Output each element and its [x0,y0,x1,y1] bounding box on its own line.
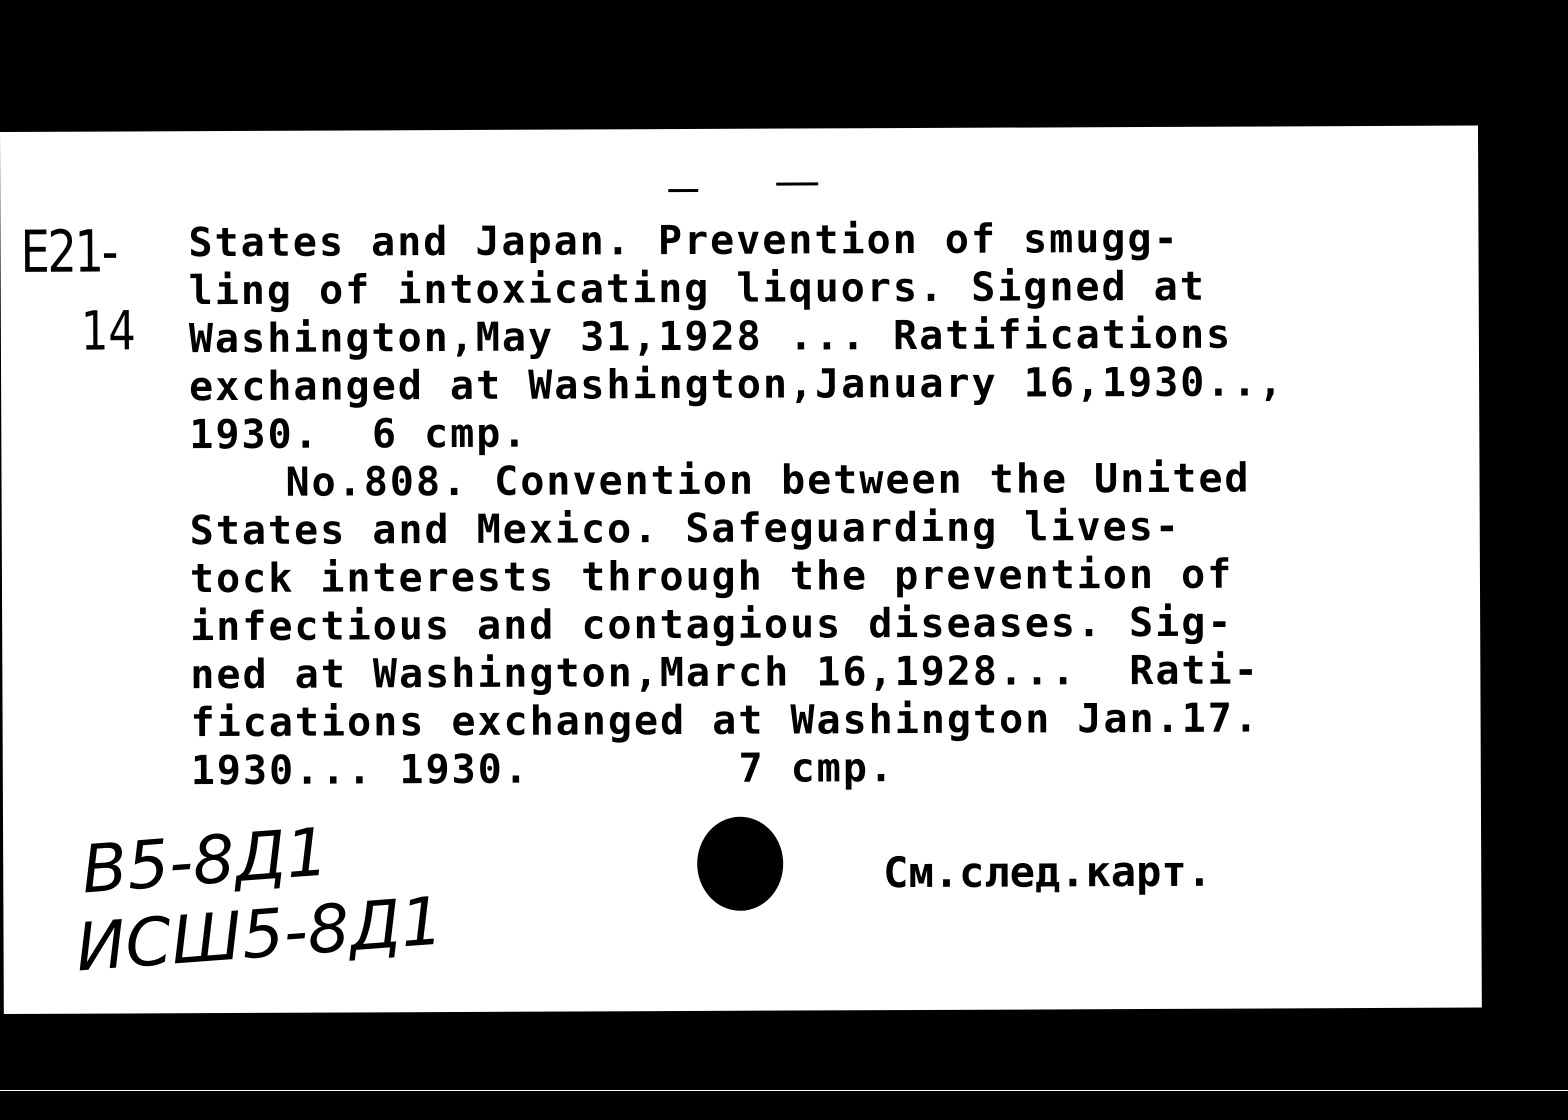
text-line: 1930... 1930. 7 cmp. [190,745,896,795]
text-line: ling of intoxicating liquors. Signed at [188,263,1206,315]
text-line: Washington,May 31,1928 ... Ratifications [188,311,1233,363]
text-line: infectious and contagious diseases. Sig- [190,599,1234,651]
see-next-card-note: См.след.карт. [883,846,1213,898]
handwritten-reference: В5-8Д1 [79,813,331,909]
classification-mark-top: E21- [20,217,117,286]
text-line: fications exchanged at Washington Jan.17. [190,695,1261,747]
handwritten-reference: ИСШ5-8Д1 [73,882,446,987]
text-line: States and Mexico. Safeguarding lives- [189,503,1181,555]
scan-edge-line [0,1090,1568,1091]
punch-hole [697,817,783,911]
top-dash-mark [668,189,698,192]
typed-entry-text [188,214,1286,795]
text-line: No.808. Convention between the United [285,455,1251,506]
text-line: States and Japan. Prevention of smugg- [188,215,1180,267]
text-line: 1930. 6 cmp. [189,410,529,459]
text-line: tock interests through the prevention of [189,551,1234,603]
classification-mark-bottom: 14 [80,299,136,363]
top-dash-mark [776,182,818,185]
catalog-card [0,126,1482,1014]
text-line: ned at Washington,March 16,1928... Rati- [190,647,1260,699]
text-line: exchanged at Washington,January 16,1930.., [189,359,1285,411]
